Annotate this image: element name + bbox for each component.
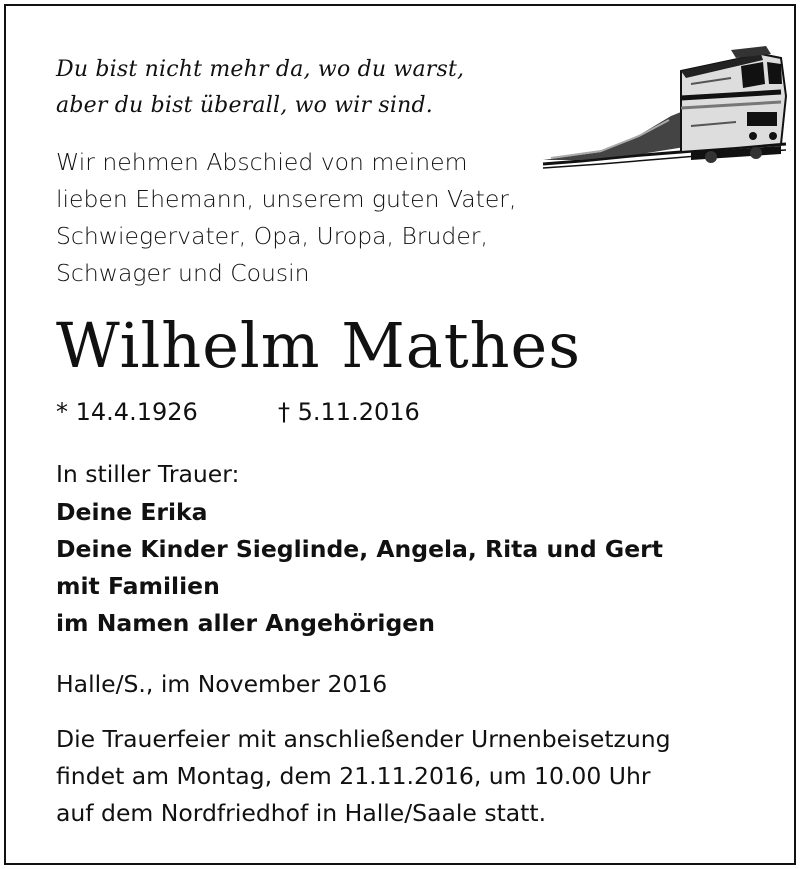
service-line: findet am Montag, dem 21.11.2016, um 10.00 Uhr <box>56 762 651 790</box>
quote-line: aber du bist überall, wo wir sind. <box>56 93 433 118</box>
life-dates <box>56 394 420 430</box>
obituary-notice <box>4 4 796 865</box>
mourner-line: mit Familien <box>56 572 220 600</box>
death-date: † 5.11.2016 <box>278 398 420 426</box>
intro-line: Schwager und Cousin <box>56 259 310 287</box>
place-date: Halle/S., im November 2016 <box>56 670 388 698</box>
intro-line: Schwiegervater, Opa, Uropa, Bruder, <box>56 222 488 250</box>
train-locomotive-icon <box>541 36 791 176</box>
mourner-line: Deine Erika <box>56 498 208 526</box>
intro-line: Wir nehmen Abschied von meinem <box>56 148 468 176</box>
memorial-quote <box>56 52 464 124</box>
intro-line: lieben Ehemann, unserem guten Vater, <box>56 185 517 213</box>
mourner-line: im Namen aller Angehörigen <box>56 609 435 637</box>
service-line: Die Trauerfeier mit anschließender Urnenbeisetzung <box>56 725 671 753</box>
mourner-line: Deine Kinder Sieglinde, Angela, Rita und Gert <box>56 535 663 563</box>
quote-line: Du bist nicht mehr da, wo du warst, <box>56 57 465 82</box>
deceased-name: Wilhelm Mathes <box>56 309 582 382</box>
funeral-service-info <box>56 721 671 832</box>
birth-date: * 14.4.1926 <box>56 398 198 426</box>
intro-text <box>56 144 516 292</box>
service-line: auf dem Nordfriedhof in Halle/Saale statt. <box>56 799 547 827</box>
mourning-label: In stiller Trauer: <box>56 460 240 488</box>
mourners-list <box>56 494 663 642</box>
